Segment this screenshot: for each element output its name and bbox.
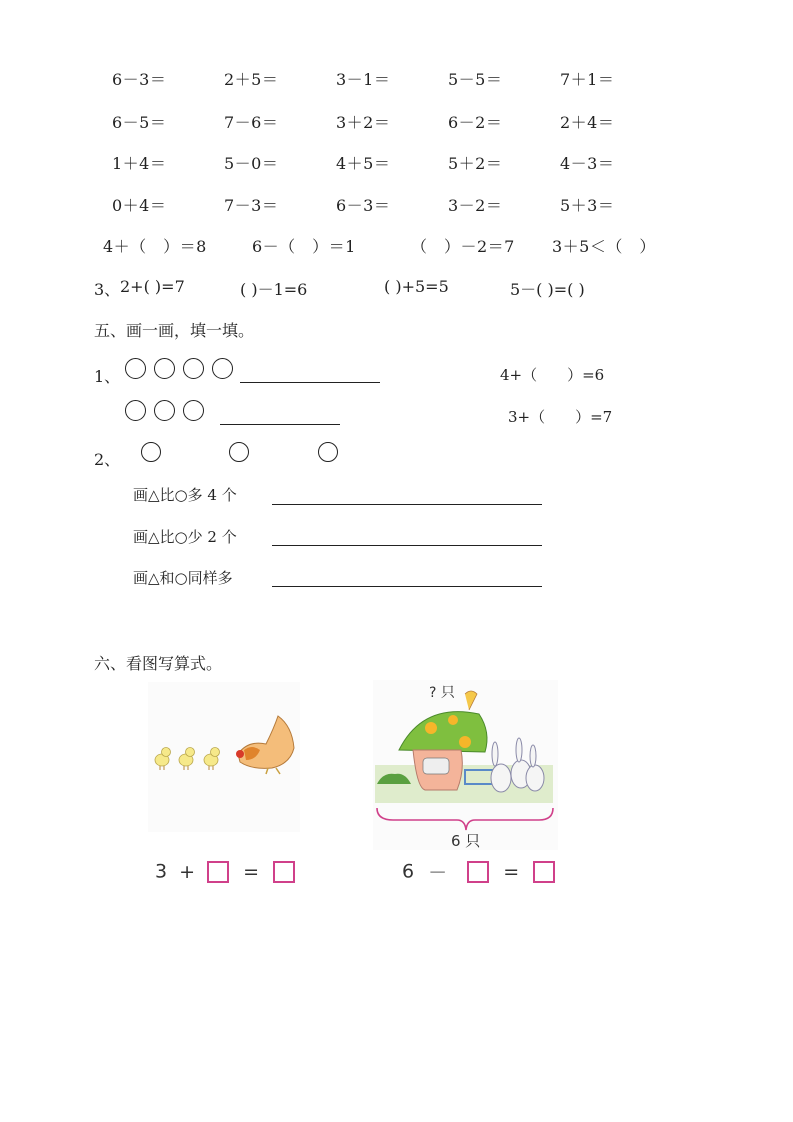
- calc-item: 7－6＝: [224, 113, 279, 132]
- total-label: 6 只: [451, 832, 481, 850]
- question-label: ? 只: [429, 685, 455, 701]
- section-3-item[interactable]: ( )+5=5: [384, 277, 449, 296]
- calc-item: 0＋4＝: [112, 196, 167, 215]
- q2-prompt: 画△和○同样多: [133, 569, 233, 587]
- equation-operator: －: [428, 862, 448, 884]
- q2-answer-line[interactable]: [272, 504, 542, 505]
- q1-row2-circles: [125, 400, 204, 421]
- equation-equals: =: [243, 860, 260, 883]
- section-5-title: 五、画一画，填一填。: [94, 321, 255, 340]
- q1-label: 1、: [94, 367, 121, 386]
- calc-item: 2＋5＝: [224, 70, 279, 89]
- calc-item: 4＋5＝: [336, 154, 391, 173]
- q1-answer-line-2[interactable]: [220, 424, 340, 425]
- circle-icon: [183, 358, 204, 379]
- calc-item: 3－1＝: [336, 70, 391, 89]
- circle-icon: [212, 358, 233, 379]
- calc-item: 6－3＝: [336, 196, 391, 215]
- q1-equation-2[interactable]: 3+（ ）=7: [508, 408, 613, 426]
- calc-item: 4－3＝: [560, 154, 615, 173]
- circle-icon: [154, 358, 175, 379]
- calc-item: 6－5＝: [112, 113, 167, 132]
- circle-icon: [141, 442, 161, 462]
- section-6-title: 六、看图写算式。: [94, 654, 223, 673]
- q2-label: 2、: [94, 450, 121, 469]
- calc-item: 1＋4＝: [112, 154, 167, 173]
- q2-answer-line[interactable]: [272, 545, 542, 546]
- equation-number: 6: [402, 860, 415, 883]
- picture-2-equation: [402, 858, 555, 885]
- section-3-item[interactable]: 2+( )=7: [120, 277, 185, 296]
- circle-icon: [125, 400, 146, 421]
- equation-equals: =: [503, 860, 520, 883]
- calc-item: 2＋4＝: [560, 113, 615, 132]
- equation-number: 3: [155, 860, 168, 883]
- calc-item: 6－2＝: [448, 113, 503, 132]
- answer-box[interactable]: [533, 861, 555, 883]
- answer-box[interactable]: [273, 861, 295, 883]
- circle-icon: [125, 358, 146, 379]
- fill-blank-item[interactable]: 6－（ ）＝1: [252, 237, 356, 256]
- q2-prompt: 画△比○多 4 个: [133, 486, 237, 504]
- section-3-item[interactable]: ( )－1=6: [240, 280, 308, 299]
- mushroom-rabbits-illustration: [373, 680, 558, 850]
- calc-item: 3＋2＝: [336, 113, 391, 132]
- q1-row1-circles: [125, 358, 233, 379]
- chicks-hen-illustration: [148, 682, 300, 832]
- calc-item: 5－5＝: [448, 70, 503, 89]
- circle-icon: [154, 400, 175, 421]
- calc-item: 7＋1＝: [560, 70, 615, 89]
- equation-operator: +: [179, 860, 196, 883]
- calc-item: 5＋3＝: [560, 196, 615, 215]
- circle-icon: [229, 442, 249, 462]
- q2-prompt: 画△比○少 2 个: [133, 528, 237, 546]
- fill-blank-item[interactable]: 3＋5＜（ ）: [552, 237, 656, 256]
- fill-blank-item[interactable]: （ ）－2＝7: [411, 237, 515, 256]
- chicks-hen-picture: [148, 682, 300, 832]
- section-3-label: 3、: [94, 280, 121, 299]
- answer-box[interactable]: [467, 861, 489, 883]
- q2-answer-line[interactable]: [272, 586, 542, 587]
- fill-blank-item[interactable]: 4＋（ ）＝8: [103, 237, 207, 256]
- calc-item: 7－3＝: [224, 196, 279, 215]
- q1-equation-1[interactable]: 4+（ ）=6: [500, 366, 605, 384]
- rabbits-picture: [373, 680, 558, 850]
- calc-item: 6－3＝: [112, 70, 167, 89]
- picture-1-equation: [155, 860, 295, 883]
- circle-icon: [318, 442, 338, 462]
- circle-icon: [183, 400, 204, 421]
- q1-answer-line-1[interactable]: [240, 382, 380, 383]
- calc-item: 5＋2＝: [448, 154, 503, 173]
- calc-item: 5－0＝: [224, 154, 279, 173]
- calc-item: 3－2＝: [448, 196, 503, 215]
- answer-box[interactable]: [207, 861, 229, 883]
- section-3-item[interactable]: 5－( )=( ): [510, 280, 585, 299]
